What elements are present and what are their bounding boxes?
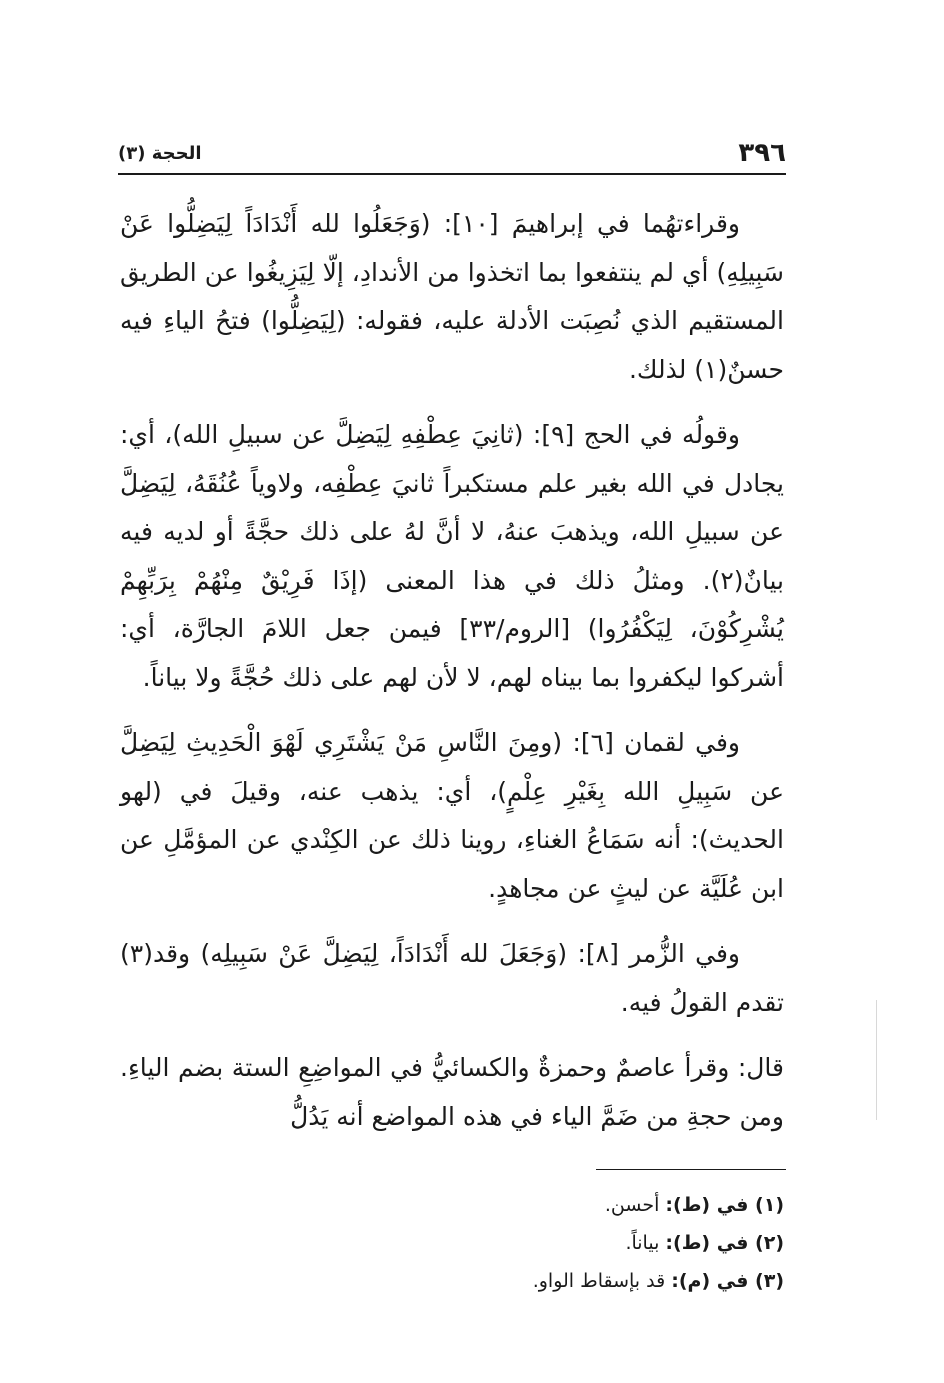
footnotes: [300, 1186, 784, 1300]
scan-artifact-line: [876, 1000, 877, 1120]
paragraph-ibrahim: وقراءتهُما في إبراهيمَ [١٠]: (وَجَعَلُوا لله أَنْدَادَاً لِيَضِلُّوا عَنْ سَبِيلِهِ) أي لم ينتفعوا بما اتخذوا من الأندادِ، إلّا لِيَزِيغُوا عن الطريق المستقيم الذي نُصِبَت الأدلة عليه، فقوله: (لِيَضِلُّوا) فتحُ الياءِ فيه حسنٌ(١) لذلك.: [120, 209, 784, 384]
paragraph-luqman: وفي لقمان [٦]: (ومِنَ النَّاسِ مَنْ يَشْتَرِي لَهْوَ الْحَدِيثِ لِيَضِلَّ عن سَبِيلِ الله بِغَيْرِ عِلْمٍ)، أي: يذهب عنه، وقيلَ في (لهو الحديث): أنه سَمَاعُ الغناءِ، روينا ذلك عن الكِنْدي عن المؤمَّلِ عن ابن عُلَيَّة عن ليثٍ عن مجاهدٍ.: [120, 728, 784, 903]
main-text: [120, 200, 784, 1158]
running-title: الحجة (٣): [118, 143, 202, 164]
footnote-text: أحسن.: [604, 1194, 660, 1216]
paragraph-qala: قال: وقرأ عاصمٌ وحمزةٌ والكسائيُّ في المواضِعِ الستة بضم الياءِ. ومن حجةِ من ضَمَّ الياء في هذه المواضع أنه يَدُلُّ: [120, 1053, 784, 1131]
footnote-3: [300, 1262, 784, 1300]
paragraph-hajj: وقولُه في الحج [٩]: (ثانِيَ عِطْفِهِ لِيَضِلَّ عن سبيلِ الله)، أي: يجادل في الله بغير علم مستكبراً ثانيَ عِطْفِه، ولاوياً عُنُقَهُ، لِيَضِلَّ عن سبيلِ الله، ويذهبَ عنهُ، لا أنَّ لهُ على ذلك حجَّةً أو لديه فيه بيانٌ(٢). ومثلُ ذلك في هذا المعنى (إذَا فَرِيْقٌ مِنْهُمْ بِرَبِّهِمْ يُشْرِكُوْنَ، لِيَكْفُرُوا) [الروم/٣٣] فيمن جعل اللامَ الجارَّة، أي: أشركوا ليكفروا بما بيناه لهم، لا لأن لهم على ذلك حُجَّةً ولا بياناً.: [120, 420, 784, 692]
page-number: ٣٩٦: [738, 138, 786, 168]
footnote-marker: (٣) في (م):: [671, 1270, 784, 1292]
footnote-1: [300, 1186, 784, 1224]
footnote-marker: (٢) في (ط):: [665, 1232, 784, 1254]
footnote-2: [300, 1224, 784, 1262]
footnote-text: بياناً.: [625, 1232, 660, 1254]
page-header: [118, 138, 786, 174]
paragraph-zumar: وفي الزُّمر [٨]: (وَجَعَلَ لله أَنْدَادَاً، لِيَضِلَّ عَنْ سَبِيلِه) وقد(٣) تقدم القولُ فيه.: [120, 939, 784, 1017]
header-rule: [118, 173, 786, 175]
footnote-rule: [596, 1169, 786, 1170]
footnote-text: قد بإسقاط الواو.: [532, 1270, 666, 1292]
footnote-marker: (١) في (ط):: [665, 1194, 784, 1216]
